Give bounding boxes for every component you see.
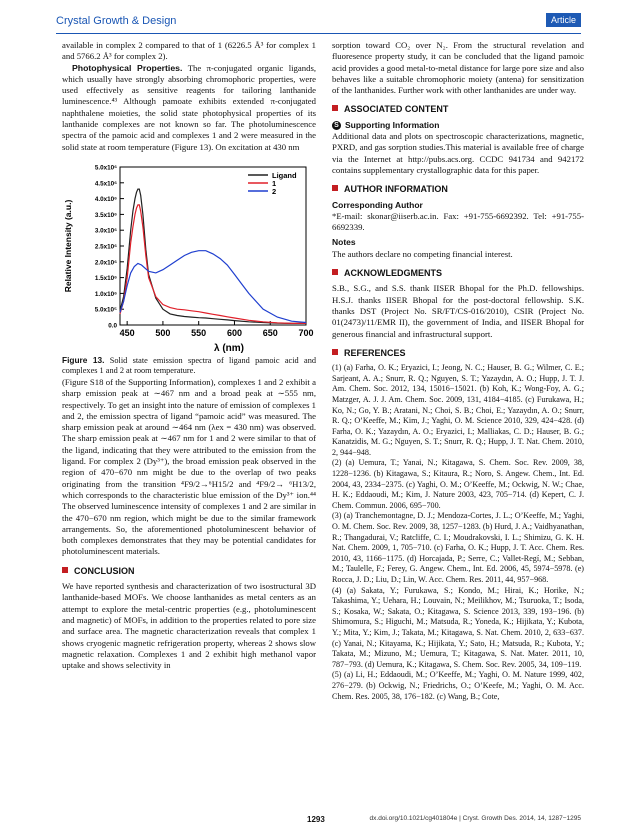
emission-spectrum-svg xyxy=(62,159,316,355)
figure-13-chart xyxy=(62,159,316,355)
x-tick-label: 650 xyxy=(262,327,278,338)
x-tick-label: 500 xyxy=(155,327,171,338)
paragraph: available in complex 2 compared to that of 1 (6226.5 Å³ for complex 1 and 5766.2 Å³ for complex 2). xyxy=(62,40,316,62)
reference-item: (2) (a) Uemura, T.; Yanai, N.; Kitagawa, S. Chem. Soc. Rev. 2009, 38, 1228−1236. (b) Kitagawa, S.; Kitaura, R.; Noro, S. Angew. Chem., Int. Ed. 2004, 43, 2334−2375. (c) Yaghi, O. M.; O’Keeffe, M.; Ockwig, N. W.; Chae, H. K.; Eddaoudi, M.; Kim, J. Nature 2003, 423, 705−714. (d) Kepert, C. J. Chem. Commun. 2006, 695−700. xyxy=(332,458,584,510)
legend-label: 2 xyxy=(272,186,277,196)
right-column xyxy=(332,40,584,702)
supporting-info-icon: S xyxy=(332,121,341,130)
journal-title: Crystal Growth & Design xyxy=(56,15,177,27)
y-tick-label: 3.0x10⁶ xyxy=(94,227,117,235)
y-tick-label: 2.5x10⁶ xyxy=(94,243,117,251)
y-tick-label: 4.5x10⁶ xyxy=(94,180,117,188)
paragraph-text: The π-conjugated organic ligands, which usually have strongly absorbing chromophoric properties, were used effectively as sensitive reagents for tailoring lanthanide luminescence.⁴³ Although pamoate exhibits extended π-conjugated naphthalene moieties, the solid state photophysical properties of its lanthanide complexes are not known so far. The photoluminescence spectra of the pamoic acid and complexes 1 and 2 were measured in the solid state at room temperature (Figure 13). On excitation at 430 nm xyxy=(62,62,316,152)
y-tick-label: 5.0x10⁶ xyxy=(94,164,117,172)
article-type-badge: Article xyxy=(546,13,581,27)
x-tick-label: 550 xyxy=(191,327,207,338)
legend-label: Ligand xyxy=(272,170,297,180)
y-tick-label: 1.0x10⁶ xyxy=(94,290,117,298)
paragraph: Additional data and plots on spectroscopic characterizations, magnetic, PXRD, and gas sorption studies.This material is available free of charge via the Internet at http://pubs.acs.org. CCDC 941734 and 942172 contains supplementary crystallographic data for this paper. xyxy=(332,131,584,175)
y-axis-label: Relative Intensity (a.u.) xyxy=(63,199,73,293)
paragraph: S.B., S.G., and S.S. thank IISER Bhopal for the Ph.D. fellowships. H.S.J. thanks IISER Bhopal for the post-doctoral fellowship. S.K. thanks DST (Project No. SR/FT/CS-016/2010), CSIR (Project No. 01(2473)/11/EMR II), the government of India, and IISER Bhopal for generous financial and infrastructural support. xyxy=(332,283,584,339)
y-tick-label: 1.5x10⁶ xyxy=(94,275,117,283)
reference-item: (3) (a) Tranchemontagne, D. J.; Mendoza-Cortes, J. L.; O’Keeffe, M.; Yaghi, O. M. Chem. Soc. Rev. 2009, 38, 1257−1283. (b) Hurd, J. A.; Vaidhyanathan, R.; Thangadurai, V.; Ratcliffe, C. I.; Moudrakovski, I. L.; Shimizu, G. K. H. Nat. Chem. 2009, 1, 705−710. (c) Farha, O. K.; Hupp, J. T. Acc. Chem. Res. 2010, 43, 1166−1175. (d) Horcajada, P.; Serre, C.; Vallet-Regí, M.; Sebban, M.; Taulelle, F.; Ferey, G. Angew. Chem., Int. Ed. 2006, 45, 5974−5978. (e) Rocca, J. D.; Liu, D.; Lin, W. Acc. Chem. Res. 2011, 44, 957−968. xyxy=(332,511,584,584)
acknowledgments-heading: ACKNOWLEDGMENTS xyxy=(332,268,584,279)
author-info-heading: AUTHOR INFORMATION xyxy=(332,184,584,195)
left-column xyxy=(62,40,316,671)
references-heading: REFERENCES xyxy=(332,348,584,359)
section-square-icon xyxy=(332,269,338,275)
notes-heading: Notes xyxy=(332,237,356,248)
corresponding-author-heading: Corresponding Author xyxy=(332,199,423,210)
y-tick-label: 4.0x10⁶ xyxy=(94,196,117,204)
x-axis-label: λ (nm) xyxy=(214,342,244,354)
reference-list xyxy=(332,363,584,702)
page-number: 1293 xyxy=(307,815,325,824)
header-rule xyxy=(56,33,581,34)
caption-text: Solid state emission spectra of ligand pamoic acid and complexes 1 and 2 at room temperature. xyxy=(62,355,316,376)
paragraph: (Figure S18 of the Supporting Information), complexes 1 and 2 exhibit a sharp emission peak at ∼467 nm and a broad peak at ∼555 nm, respectively. To get an insight into the nature of emission of complexes 1 and 2, the emission spectra of ligand “pamoic acid” was measured. The sharp emission peak at around ∼464 nm (λex = 430 nm) was observed. The sharp emission peak at ∼467 nm for 1 and 2 were similar to that of the ligand, indicating that they were attributed to the emission from the ligand. For complex 2 (Dy³⁺), the broad emission peak observed in the region of 470−670 nm might be due to the overlap of two peaks originating from the transition ⁴F9/2→⁶H15/2 and ⁴F9/2→ ⁶H13/2, which corresponds to the characteristic blue emission of the Dy³⁺ ion.⁴⁴ The observed luminescence intensity of complexes 1 and 2 are similar in the 470−670 nm region, which might be due to the similar framework arrangements. So, the aforementioned photoluminescent behavior of both complexes demonstrates that they may be potential candidates for photoluminescent materials. xyxy=(62,376,316,557)
section-square-icon xyxy=(332,105,338,111)
x-tick-label: 450 xyxy=(119,327,135,338)
y-tick-label: 0.0 xyxy=(108,322,117,330)
caption-label: Figure 13. xyxy=(62,354,105,365)
figure-caption xyxy=(62,355,316,377)
plot-frame xyxy=(120,167,306,325)
section-square-icon xyxy=(332,185,338,191)
associated-content-heading: ASSOCIATED CONTENT xyxy=(332,104,584,115)
y-tick-label: 3.5x10⁶ xyxy=(94,211,117,219)
reference-item: (4) (a) Sakata, Y.; Furukawa, S.; Kondo, M.; Hirai, K.; Horike, N.; Takashima, Y.; Uehara, H.; Louvain, N.; Meilikhov, M.; Tsuruoka, T.; Isoda, S.; Kosaka, W.; Sakata, O.; Kitagawa, S. Science 2013, 339, 193−196. (b) Shimomura, S.; Higuchi, M.; Matsuda, R.; Yoneda, K.; Hijikata, Y.; Kubota, Y.; Mita, Y.; Kim, J.; Takata, M.; Kitagawa, S. Nat. Chem. 2010, 2, 633−637. (c) Yanai, N.; Kitayama, K.; Hijikata, Y.; Sato, H.; Matsuda, R.; Kubota, Y.; Takata, M.; Mizuno, M.; Uemura, T.; Kitagawa, S. Nat. Mater. 2011, 10, 787−793. (d) Uemura, K.; Kitagawa, S. Chem. Soc. Rev. 2005, 34, 109−119. xyxy=(332,585,584,669)
y-tick-label: 2.0x10⁶ xyxy=(94,259,117,267)
x-tick-label: 700 xyxy=(298,327,314,338)
section-square-icon xyxy=(332,349,338,355)
x-tick-label: 600 xyxy=(226,327,242,338)
section-heading: Photophysical Properties. xyxy=(72,62,183,73)
paragraph: We have reported synthesis and characterization of two isostructural 3D lanthanide-based MOFs. We choose lanthanides as metal centers as an attempt to explore the metal-centric properties (e.g., photoluminescent and magnetic) of MOFs, in addition to the properties related to pore size and surface area. The magnetic characterization reveals that complex 1 shows cryogenic magnetic refrigeration property, whereas 2 shows slow magnetic relaxation. Complexes 1 and 2 exhibit high methanol vapor uptake and shows selectivity in xyxy=(62,581,316,671)
conclusion-heading: CONCLUSION xyxy=(62,566,316,577)
legend-label: 1 xyxy=(272,178,277,188)
reference-item: (1) (a) Farha, O. K.; Eryazici, I.; Jeong, N. C.; Hauser, B. G.; Wilmer, C. E.; Sarjeant, A. A.; Snurr, R. Q.; Nguyen, S. T.; Yazaydın, A. O.; Hupp, J. T. J. Am. Chem. Soc. 2012, 134, 15016−15021. (b) Koh, K.; Wong-Foy, A. G.; Matzger, A. J. J. Am. Chem. Soc. 2009, 131, 4184−4185. (c) Furukawa, H.; Ko, N.; Go, Y. B.; Aratani, N.; Choi, S. B.; Choi, E.; Yazaydın, A. O.; Snurr, R. Q.; O’Keeffe, M.; Kim, J.; Yaghi, O. M. Science 2010, 329, 424−428. (d) Farha, O. K.; Yazaydın, A. O.; Eryazici, I.; Malliakas, C. D.; Hauser, B. G.; Kanatzidis, M. G.; Nguyen, S. T.; Snurr, R. Q.; Hupp, J. T. Nat. Chem. 2010, 2, 944−948. xyxy=(332,363,584,457)
doi-link[interactable]: dx.doi.org/10.1021/cg401804e | Cryst. Growth Des. 2014, 14, 1287−1295 xyxy=(369,815,581,822)
y-tick-label: 5.0x10⁵ xyxy=(94,306,117,314)
supporting-info-heading: S Supporting Information xyxy=(332,120,584,131)
series-line-ligand xyxy=(120,186,306,323)
section-square-icon xyxy=(62,567,68,573)
paragraph xyxy=(62,63,316,153)
reference-item: (5) (a) Li, H.; Eddaoudi, M.; O’Keeffe, M.; Yaghi, O. M. Nature 1999, 402, 276−279. (b) Ockwig, N.; Friedrichs, O.; O’Keefe, M.; Yaghi, O. M. Acc. Chem. Res. 2005, 38, 176−182. (c) Wang, B.; Cote, xyxy=(332,670,584,701)
paragraph: sorption toward CO₂ over N₂. From the structural revelation and fluoresence property study, it can be concluded that the ligand pamoic acid provides a good metal-to-metal distance for large pore size and also behaves like a suitable chromophoric moiety (antena) for sensitization of the lanthanides. Further work with other lanthanides are under way. xyxy=(332,40,584,96)
series-line-2 xyxy=(120,251,306,323)
contact-text: *E-mail: skonar@iiserb.ac.in. Fax: +91-755-6692392. Tel: +91-755-6692339. xyxy=(332,210,584,233)
notes-text: The authors declare no competing financial interest. xyxy=(332,248,513,259)
